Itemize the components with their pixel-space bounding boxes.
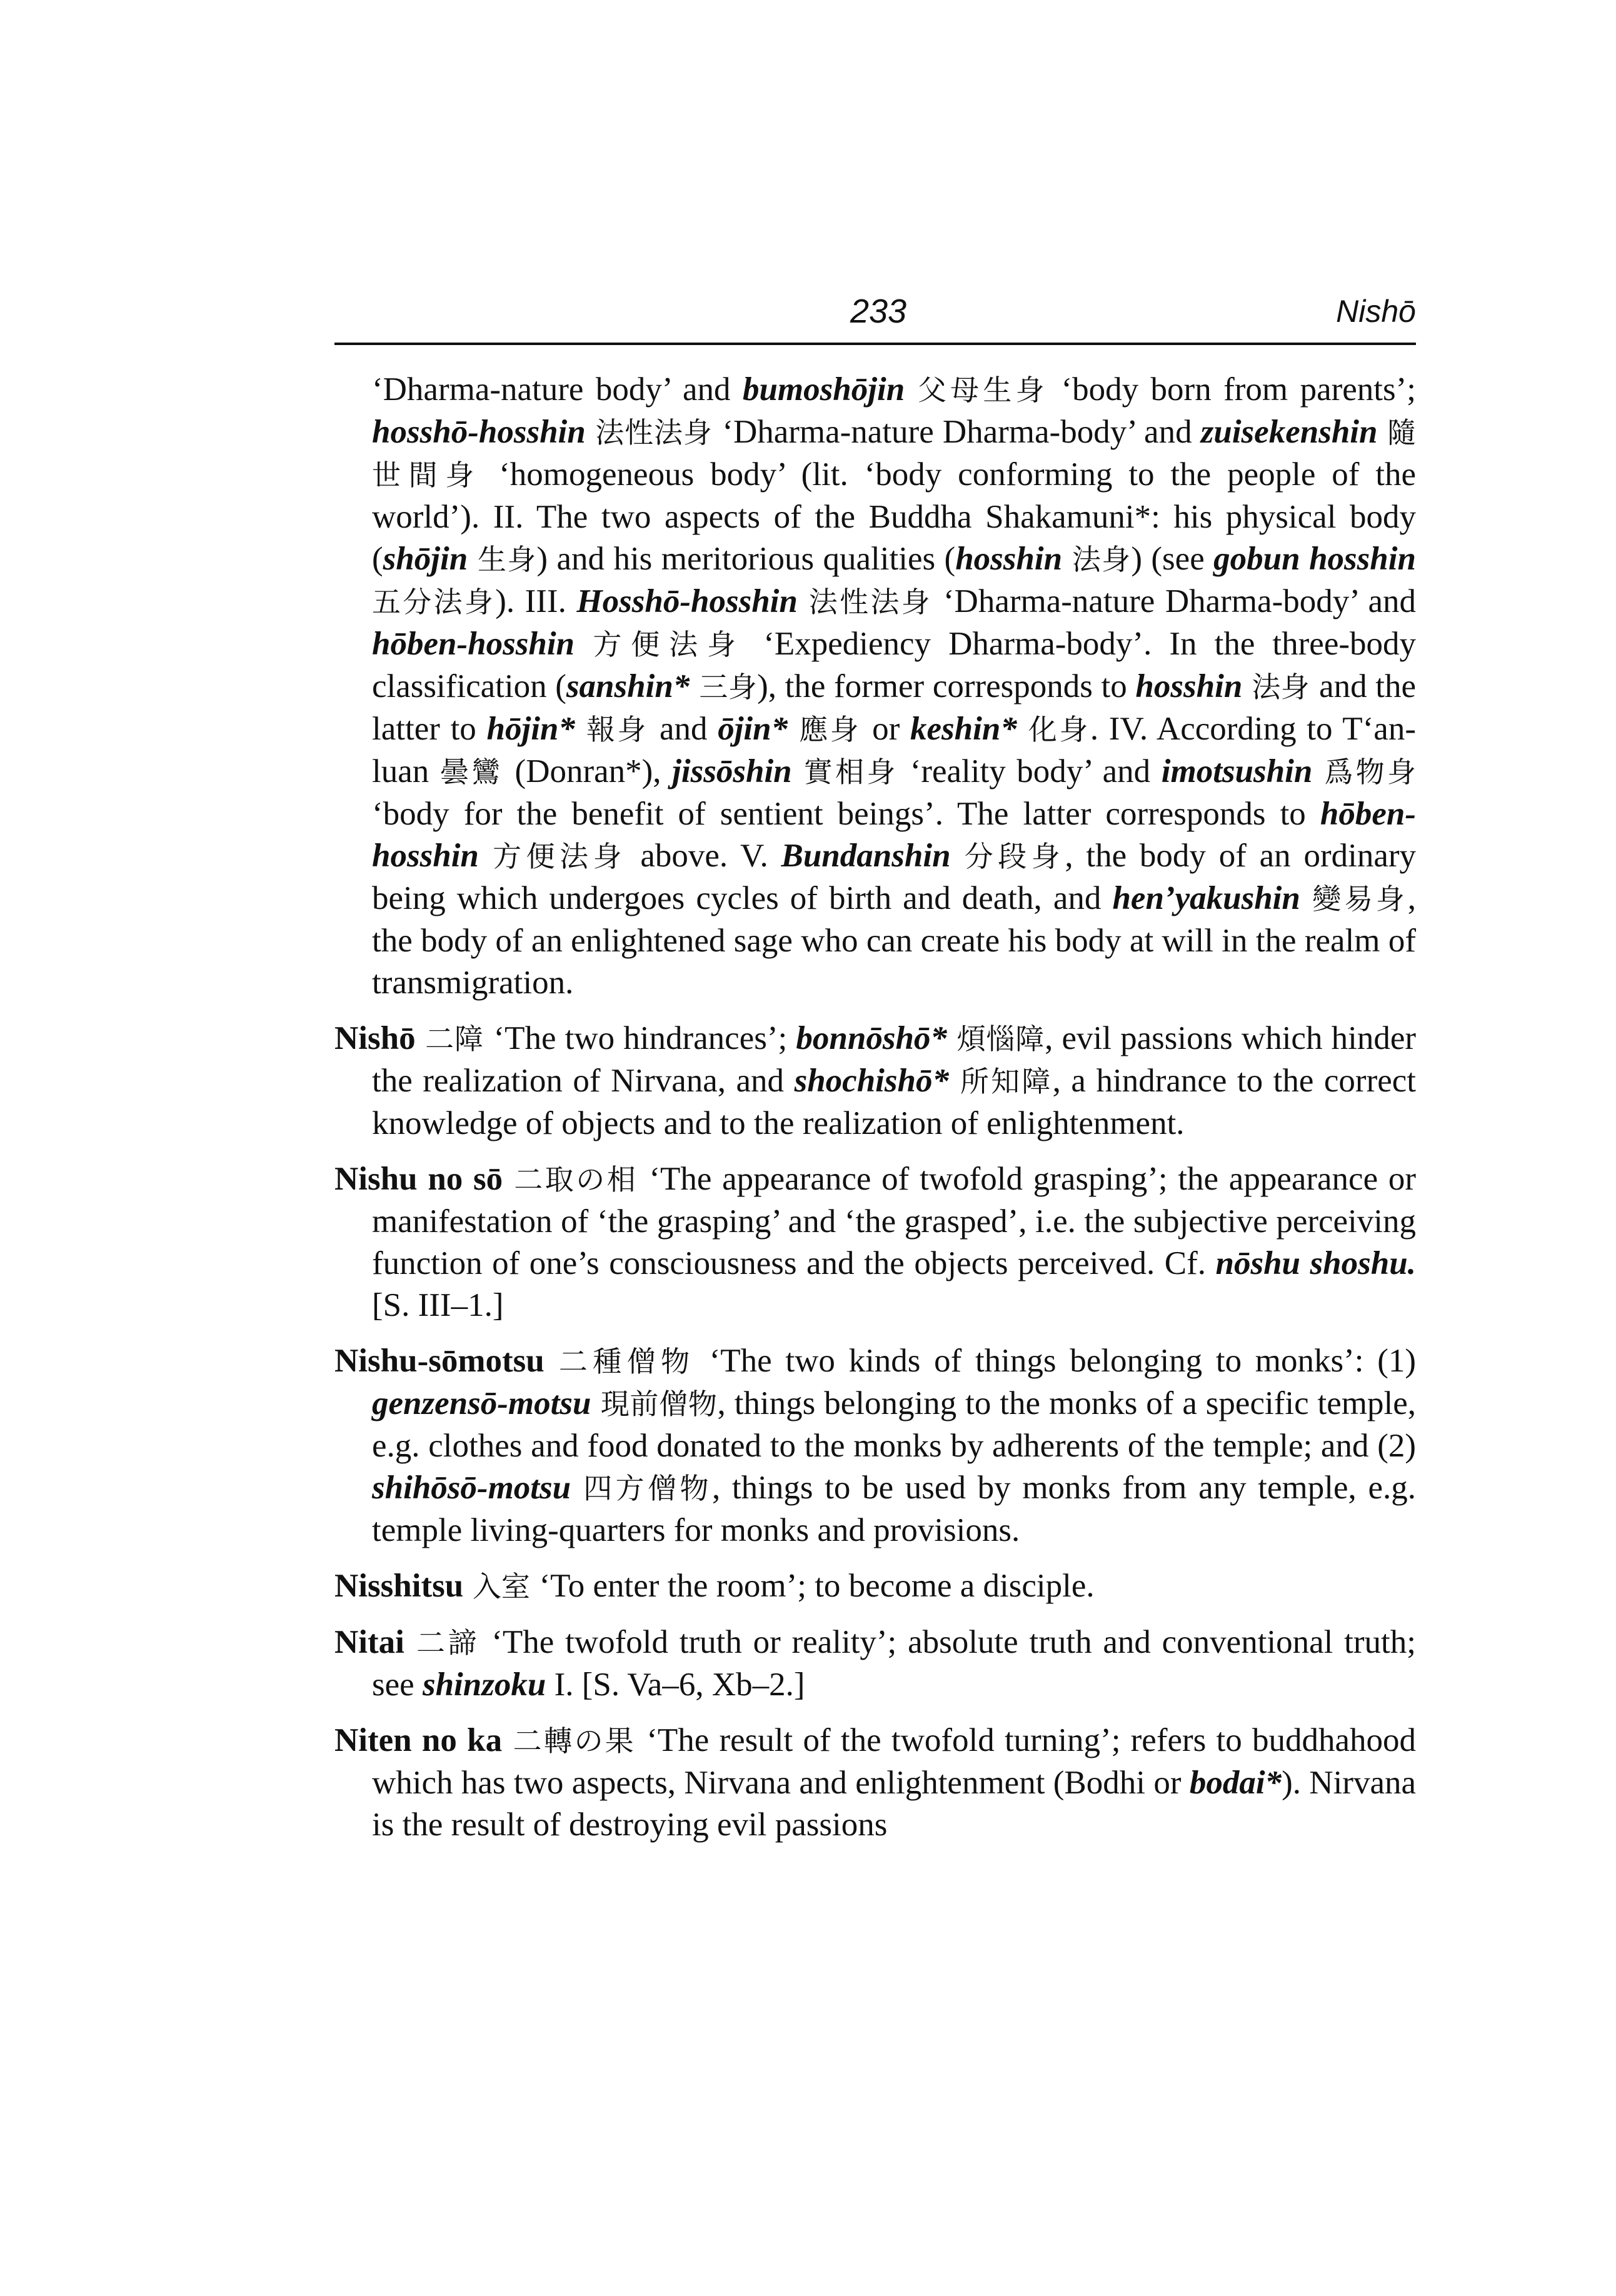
continued-entry-text: ‘Dharma-nature body’ and bumoshōjin 父母生身 ‘body born from parents’; hosshō-hosshin 法性法身 ‘Dharma-nature Dharma-body’ and zuisekenshin 隨世間身 ‘homogeneous body’ (lit. ‘body conforming to the people of the world’). II. The two aspects of the Buddha Shakamuni*: his physical body (shōjin 生身) and his meritorious qualities (hosshin 法身) (see gobun hosshin 五分法身). III. Hosshō-hosshin 法性法身 ‘Dharma-nature Dharma-body’ and hōben-hosshin 方便法身 ‘Expediency Dharma-body’. In the three-body classification (sanshin* 三身), the former corresponds to hosshin 法身 and the latter to hōjin* 報身 and ōjin* 應身 or keshin* 化身. IV. According to T‘an-luan 曇鸞 (Donran*), jissōshin 實相身 ‘reality body’ and imotsushin 爲物身 ‘body for the benefit of sentient beings’. The latter corresponds to hōben-hosshin 方便法身 above. V. Bundanshin 分段身, the body of an ordinary being which undergoes cycles of birth and death, and hen’yakushin 變易身, the body of an enlightened sage who can create his body at will in the realm of transmigration. — [372, 371, 1417, 1001]
headword: Nisshitsu — [334, 1568, 464, 1604]
entry-nitai: Nitai 二諦 ‘The twofold truth or reality’; absolute truth and conventional truth; see shinzoku I. [S. Va–6, Xb–2.] — [334, 1624, 1416, 1703]
page-header — [334, 286, 1416, 345]
page-number: 233 — [850, 293, 907, 330]
entry-nishu-no-so: Nishu no sō 二取の相 ‘The appearance of twofold grasping’; the appearance or manifestation of ‘the grasping’ and ‘the grasped’, i.e. the subjective perceiving function of one’s consciousness and the objects perceived. Cf. nōshu shoshu. [S. III–1.] — [334, 1161, 1416, 1323]
entry-nisshitsu: Nisshitsu 入室 ‘To enter the room’; to become a disciple. — [334, 1568, 1095, 1604]
headword: Nitai — [334, 1624, 404, 1660]
entry-niten-no-ka: Niten no ka 二轉の果 ‘The result of the twofold turning’; refers to buddhahood which has two aspects, Nirvana and enlightenment (Bodhi or bodai*). Nirvana is the result of destroying evil passions — [334, 1722, 1416, 1843]
headword: Nishu no sō — [334, 1161, 503, 1197]
entry-nishu-somotsu: Nishu-sōmotsu 二種僧物 ‘The two kinds of things belonging to monks’: (1) genzensō-motsu 現前僧物, things belonging to the monks of a specific temple, e.g. clothes and food donated to the monks by adherents of the temple; and (2) shihōsō-motsu 四方僧物, things to be used by monks from any temple, e.g. temple living-quarters for monks and provisions. — [334, 1343, 1417, 1548]
headword: Nishō — [334, 1020, 416, 1056]
headword: Niten no ka — [334, 1722, 503, 1758]
running-head: Nishō — [1336, 294, 1416, 329]
entry-nisho: Nishō 二障 ‘The two hindrances’; bonnōshō* 煩惱障, evil passions which hinder the realization of Nirvana, and shochishō* 所知障, a hindrance to the correct knowledge of objects and to the realization of enlightenment. — [334, 1020, 1417, 1141]
page-body — [334, 369, 1416, 1860]
headword: Nishu-sōmotsu — [334, 1343, 545, 1379]
